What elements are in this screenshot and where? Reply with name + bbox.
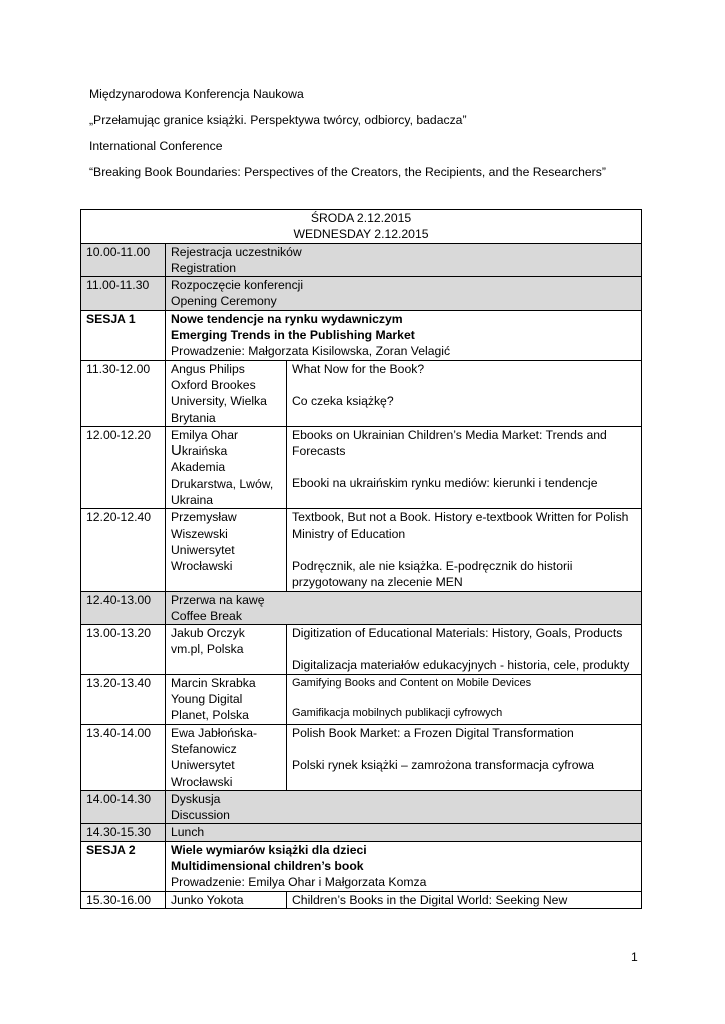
table-row (81, 824, 642, 841)
table-row (81, 790, 642, 824)
table-row (81, 277, 642, 311)
session-row (81, 841, 642, 891)
speaker-line: Ukraina (171, 493, 213, 508)
time-cell: 15.30-16.00 (81, 891, 166, 908)
day-row (81, 210, 642, 244)
session-title-pl: Wiele wymiarów książki dla dzieci (171, 842, 367, 857)
conference-subtitle-pl: „Przełamując granice książki. Perspektywa twórcy, odbiorcy, badacza” (89, 113, 467, 128)
speaker-line: Marcin Skrabka (171, 675, 256, 690)
event-cell: Lunch (166, 824, 642, 841)
session-title-en: Multidimensional children’s book (171, 858, 364, 873)
talk-title-pl: Podręcznik, ale nie książka. E-podręcznik do historii przygotowany na zlecenie MEN (292, 558, 573, 590)
speaker-cell (166, 426, 287, 508)
table-row (81, 243, 642, 277)
table-row (81, 591, 642, 625)
time-cell: 11.00-11.30 (81, 277, 166, 311)
conference-title-en: International Conference (89, 139, 223, 154)
event-en: Discussion (171, 808, 230, 823)
talk-title-en: Gamifying Books and Content on Mobile Devices (292, 676, 532, 689)
time-cell: 13.00-13.20 (81, 625, 166, 675)
talk-cell (287, 509, 642, 591)
event-pl: Przerwa na kawę (171, 592, 265, 607)
time-cell: 12.20-12.40 (81, 509, 166, 591)
time-cell: 13.20-13.40 (81, 674, 166, 724)
time-cell: 12.00-12.20 (81, 426, 166, 508)
table-row (81, 360, 642, 426)
speaker-line (171, 443, 281, 459)
table-row (81, 674, 642, 724)
speaker-line: Emilya Ohar (171, 427, 239, 442)
time-cell: 13.40-14.00 (81, 724, 166, 790)
session-chair: Prowadzenie: Emilya Ohar i Małgorzata Komza (171, 875, 427, 890)
table-row (81, 426, 642, 508)
day-pl: ŚRODA 2.12.2015 (310, 211, 412, 225)
event-cell (166, 277, 642, 311)
talk-title-en: Polish Book Market: a Frozen Digital Transformation (292, 725, 574, 740)
speaker-line: Stefanowicz (171, 741, 237, 756)
speaker-cell (166, 625, 287, 675)
session-cell (166, 310, 642, 360)
speaker-line: Ewa Jabłońska- (171, 725, 258, 740)
event-en: Coffee Break (171, 608, 242, 623)
speaker-cell (166, 360, 287, 426)
speaker-line: Uniwersytet (171, 542, 235, 557)
speaker-line: Young Digital (171, 692, 243, 707)
speaker-line: Jakub Orczyk (171, 626, 245, 641)
time-cell: 10.00-11.00 (81, 243, 166, 277)
time-cell: 12.40-13.00 (81, 591, 166, 625)
event-en: Opening Ceremony (171, 294, 277, 309)
table-row (81, 509, 642, 591)
event-en: Registration (171, 260, 237, 275)
session-row (81, 310, 642, 360)
speaker-line: Brytania (171, 410, 216, 425)
programme-table (80, 209, 642, 909)
speaker-line: Wrocławski (171, 774, 233, 789)
table-row (81, 625, 642, 675)
table-row (81, 891, 642, 908)
speaker-line: Planet, Polska (171, 708, 249, 723)
talk-title-en: What Now for the Book? (292, 361, 425, 376)
talk-cell (287, 724, 642, 790)
talk-cell (287, 426, 642, 508)
event-pl: Rejestracja uczestników (171, 244, 302, 259)
speaker-cell (166, 674, 287, 724)
speaker-line: University, Wielka (171, 394, 267, 409)
talk-title-en: Textbook, But not a Book. History e-textbook Written for Polish Ministry of Education (292, 510, 629, 541)
event-cell (166, 243, 642, 277)
day-en: WEDNESDAY 2.12.2015 (293, 227, 429, 242)
conference-title-pl: Międzynarodowa Konferencja Naukowa (89, 87, 304, 101)
session-title-pl: Nowe tendencje na rynku wydawniczym (171, 311, 403, 326)
speaker-line: Wrocławski (171, 559, 233, 574)
speaker-initial: U (171, 442, 182, 460)
speaker-line: Akademia (171, 460, 226, 475)
event-pl: Dyskusja (171, 791, 221, 806)
talk-title-pl: Polski rynek książki – zamrożona transformacja cyfrowa (292, 757, 595, 772)
speaker-line-rest: kraińska (181, 444, 228, 459)
speaker-line: vm.pl, Polska (171, 642, 244, 657)
speaker-line: Przemysław (171, 510, 237, 525)
speaker-cell (166, 509, 287, 591)
talk-cell (287, 360, 642, 426)
page-number: 1 (631, 950, 638, 964)
talk-cell (287, 625, 642, 675)
talk-title-pl: Co czeka książkę? (292, 393, 394, 408)
document-header (89, 86, 689, 190)
session-label: SESJA 2 (81, 841, 166, 891)
speaker-cell: Junko Yokota (166, 891, 287, 908)
talk-title-pl: Gamifikacja mobilnych publikacji cyfrowych (292, 707, 503, 720)
talk-cell (287, 674, 642, 724)
talk-cell: Children’s Books in the Digital World: Seeking New (287, 891, 642, 908)
speaker-line: Oxford Brookes (171, 377, 256, 392)
time-cell: 14.00-14.30 (81, 790, 166, 824)
event-cell (166, 790, 642, 824)
session-chair: Prowadzenie: Małgorzata Kisilowska, Zoran Velagić (171, 344, 451, 359)
session-label: SESJA 1 (81, 310, 166, 360)
speaker-line: Angus Philips (171, 361, 245, 376)
speaker-cell (166, 724, 287, 790)
event-cell (166, 591, 642, 625)
session-title-en: Emerging Trends in the Publishing Market (171, 328, 415, 343)
speaker-line: Uniwersytet (171, 758, 235, 773)
speaker-line: Wiszewski (171, 526, 228, 541)
session-cell (166, 841, 642, 891)
talk-title-en: Digitization of Educational Materials: History, Goals, Products (292, 626, 623, 641)
event-pl: Rozpoczęcie konferencji (171, 278, 304, 293)
talk-title-pl: Digitalizacja materiałów edukacyjnych - historia, cele, produkty (292, 658, 630, 673)
conference-subtitle-en: “Breaking Book Boundaries: Perspectives of the Creators, the Recipients, and the Researchers” (89, 165, 606, 180)
talk-title-pl: Ebooki na ukraińskim rynku mediów: kierunki i tendencje (292, 476, 598, 491)
day-cell (81, 210, 642, 244)
speaker-line: Drukarstwa, Lwów, (171, 476, 274, 491)
time-cell: 11.30-12.00 (81, 360, 166, 426)
table-row (81, 724, 642, 790)
time-cell: 14.30-15.30 (81, 824, 166, 841)
talk-title-en: Ebooks on Ukrainian Children’s Media Market: Trends and Forecasts (292, 427, 607, 459)
